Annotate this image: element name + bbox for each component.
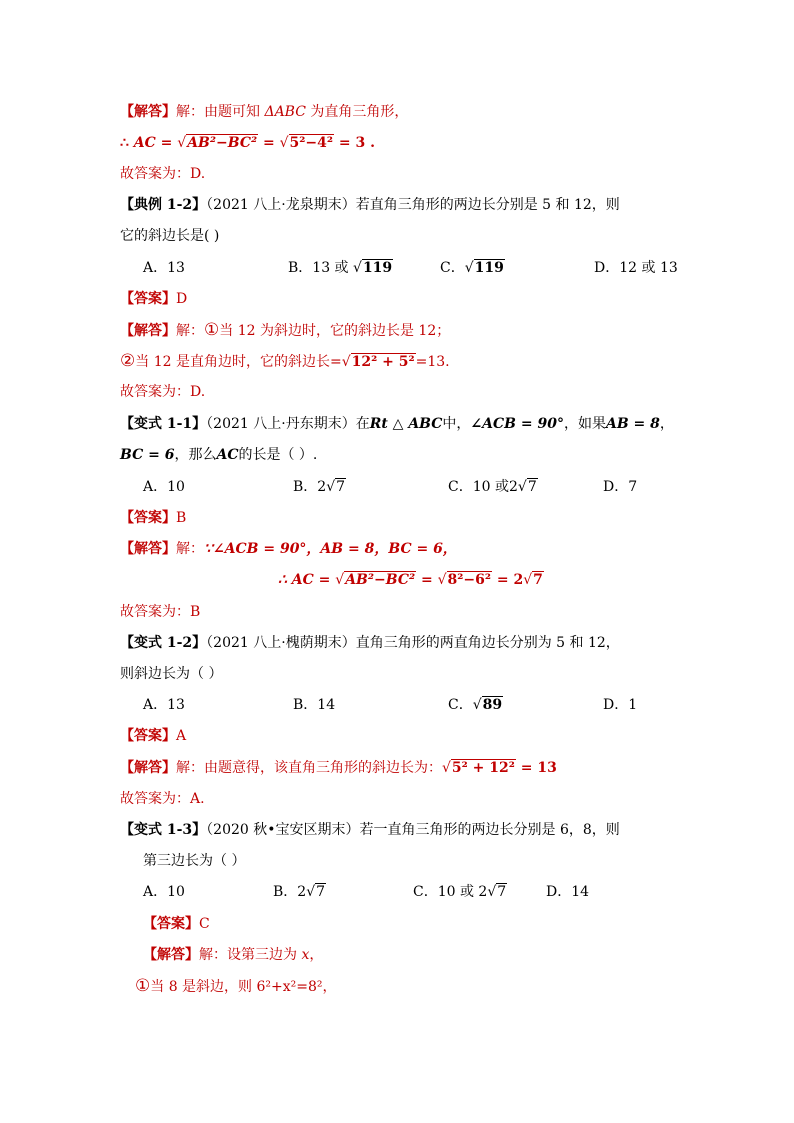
radicand: 7 bbox=[533, 572, 543, 588]
option-text: C．10 或 2 bbox=[413, 884, 488, 900]
therefore-symbol: ∴ bbox=[120, 135, 134, 151]
solution-text: ， bbox=[309, 947, 324, 963]
math-expression: Rt △ ABC bbox=[369, 416, 443, 432]
sqrt-expression: √7 bbox=[326, 479, 346, 495]
formula-line bbox=[120, 133, 375, 153]
solution-text: 当 12 是直角边时，它的斜边长= bbox=[135, 354, 342, 370]
solution-line bbox=[135, 976, 337, 997]
sqrt-expression: √7 bbox=[523, 572, 543, 588]
conclusion: 故答案为：B bbox=[120, 604, 201, 620]
question-tag: 【变式 1-1】 bbox=[120, 416, 207, 432]
radicand: 7 bbox=[316, 884, 326, 900]
question-text: 的长是（ ）. bbox=[238, 447, 318, 463]
sqrt-expression: √119 bbox=[464, 260, 504, 276]
option-b bbox=[288, 258, 393, 278]
question-text: ，那么 bbox=[174, 447, 217, 463]
conclusion: 故答案为：D. bbox=[120, 384, 206, 400]
radicand: AB²−BC² bbox=[345, 572, 416, 588]
solution-line bbox=[120, 320, 450, 341]
radicand: 12² + 5² bbox=[351, 354, 415, 370]
answer-tag: 【答案】 bbox=[120, 291, 176, 307]
answer-value: B bbox=[176, 510, 187, 526]
question-text: 若一直角三角形的两边长分别是 6，8，则 bbox=[359, 822, 620, 838]
answer-value: A bbox=[176, 728, 187, 744]
question-tag: 【变式 1-2】 bbox=[120, 635, 207, 651]
solution-tag: 【解答】 bbox=[120, 541, 176, 557]
question-line: 第三边长为（ ） bbox=[143, 853, 246, 869]
solution-text: 当 8 是斜边，则 6²+x²=8²， bbox=[150, 979, 337, 995]
math-expression: AC bbox=[216, 447, 239, 463]
sqrt-expression: √7 bbox=[487, 884, 507, 900]
question-text: 直角三角形的两直角边长分别为 5 和 12， bbox=[355, 635, 620, 651]
solution-text: 由题意得，该直角三角形的斜边长为： bbox=[204, 760, 442, 776]
option-b: B．14 bbox=[293, 697, 336, 713]
solution-text: 解： bbox=[176, 541, 204, 557]
radicand: 5² + 12² bbox=[451, 760, 515, 776]
radicand: 119 bbox=[474, 260, 504, 276]
math-expression: BC = 6 bbox=[120, 447, 175, 463]
formula-text: = bbox=[416, 572, 438, 588]
option-c bbox=[413, 882, 507, 902]
question-text: 中， bbox=[442, 416, 471, 432]
variable: x bbox=[301, 947, 310, 963]
question-line bbox=[120, 195, 620, 215]
conclusion: 故答案为：D. bbox=[120, 166, 206, 182]
question-text: ，如果 bbox=[563, 416, 606, 432]
solution-tag: 【解答】 bbox=[120, 323, 176, 339]
sqrt-expression: √119 bbox=[353, 260, 393, 276]
answer-tag: 【答案】 bbox=[120, 510, 176, 526]
radicand: 7 bbox=[497, 884, 507, 900]
question-tag: 【变式 1-3】 bbox=[120, 822, 207, 838]
option-text: C． bbox=[448, 697, 473, 713]
solution-text: 为直角三角形， bbox=[305, 104, 409, 120]
formula-text: = bbox=[258, 135, 280, 151]
answer-value: D bbox=[176, 291, 188, 307]
option-c bbox=[448, 695, 503, 715]
solution-line bbox=[120, 758, 557, 778]
question-source: （2021 八上·槐荫期末） bbox=[206, 635, 356, 651]
solution-text: 当 12 为斜边时，它的斜边长是 12； bbox=[219, 323, 451, 339]
radicand: 119 bbox=[362, 260, 393, 276]
option-text: C． bbox=[440, 260, 465, 276]
solution-line bbox=[120, 351, 450, 372]
formula-text: = 3 bbox=[334, 135, 366, 151]
question-line: 则斜边长为（ ） bbox=[120, 666, 223, 682]
option-d: D．1 bbox=[603, 697, 638, 713]
answer-tag: 【答案】 bbox=[143, 916, 199, 932]
question-text: ， bbox=[659, 416, 674, 432]
option-text: B．13 或 bbox=[288, 260, 354, 276]
question-line bbox=[120, 414, 674, 434]
solution-tag: 【解答】 bbox=[120, 760, 176, 776]
solution-text: 解： bbox=[176, 760, 204, 776]
sqrt-expression: √AB²−BC² bbox=[177, 135, 258, 151]
option-c bbox=[440, 258, 505, 278]
solution-line bbox=[120, 102, 408, 122]
answer-value: C bbox=[199, 916, 210, 932]
formula-line bbox=[278, 570, 544, 590]
triangle-name: ΔABC bbox=[264, 104, 306, 120]
solution-text: 解： bbox=[176, 323, 204, 339]
answer-line bbox=[120, 726, 186, 746]
radicand: AB²−BC² bbox=[187, 135, 258, 151]
answer-tag: 【答案】 bbox=[120, 728, 176, 744]
answer-line bbox=[120, 289, 187, 309]
radicand: 5²−4² bbox=[289, 135, 334, 151]
question-source: （2020 秋•宝安区期末） bbox=[206, 822, 360, 838]
formula-text: AC = bbox=[133, 135, 178, 151]
circled-two-icon: ② bbox=[120, 351, 136, 371]
answer-line bbox=[120, 508, 186, 528]
sqrt-expression: √7 bbox=[517, 479, 537, 495]
question-line bbox=[120, 820, 620, 840]
option-b bbox=[273, 882, 326, 902]
sqrt-expression: √5² + 12² bbox=[442, 760, 515, 776]
solution-text: 解：由题可知 bbox=[176, 104, 265, 120]
radicand: 8²−6² bbox=[447, 572, 492, 588]
question-line: 它的斜边长是( ) bbox=[120, 228, 220, 244]
option-a: A．10 bbox=[143, 884, 185, 900]
answer-line bbox=[143, 914, 210, 934]
option-d: D．14 bbox=[546, 884, 590, 900]
solution-line bbox=[143, 945, 323, 965]
question-line bbox=[120, 445, 317, 465]
circled-one-icon: ① bbox=[135, 976, 151, 996]
option-text: C．10 或2 bbox=[448, 479, 518, 495]
question-text: 在 bbox=[355, 416, 370, 432]
solution-text: 解： bbox=[199, 947, 227, 963]
radicand: 7 bbox=[527, 479, 537, 495]
option-c bbox=[448, 477, 538, 497]
solution-text: = 13 bbox=[515, 760, 557, 776]
question-text: 若直角三角形的两边长分别是 5 和 12，则 bbox=[355, 197, 620, 213]
sqrt-expression: √89 bbox=[472, 697, 503, 713]
sqrt-expression: √AB²−BC² bbox=[335, 572, 416, 588]
solution-line bbox=[120, 539, 457, 559]
question-tag: 【典例 1-2】 bbox=[120, 197, 207, 213]
option-d: D．12 或 13 bbox=[594, 260, 678, 276]
solution-text: 设第三边为 bbox=[227, 947, 302, 963]
sqrt-expression: √8²−6² bbox=[437, 572, 492, 588]
circled-one-icon: ① bbox=[204, 320, 220, 340]
option-text: B．2 bbox=[293, 479, 327, 495]
solution-text: =13. bbox=[415, 354, 450, 370]
math-expression: ∠ACB = 90° bbox=[470, 416, 564, 432]
conclusion: 故答案为：A. bbox=[120, 791, 205, 807]
option-text: B．2 bbox=[273, 884, 307, 900]
sqrt-expression: √7 bbox=[306, 884, 326, 900]
solution-tag: 【解答】 bbox=[120, 104, 176, 120]
question-source: （2021 八上·龙泉期末） bbox=[206, 197, 356, 213]
sqrt-expression: √12² + 5² bbox=[341, 354, 415, 370]
formula-text: . bbox=[365, 135, 375, 151]
question-line bbox=[120, 633, 620, 653]
math-expression: AB = 8 bbox=[605, 416, 660, 432]
formula-text: = 2 bbox=[492, 572, 524, 588]
radicand: 89 bbox=[482, 697, 503, 713]
option-a: A．10 bbox=[143, 479, 185, 495]
option-a: A．13 bbox=[143, 697, 185, 713]
question-source: （2021 八上·丹东期末） bbox=[206, 416, 356, 432]
option-d: D．7 bbox=[603, 479, 638, 495]
math-expression: ∵∠ACB = 90°，AB = 8，BC = 6， bbox=[204, 541, 457, 557]
solution-tag: 【解答】 bbox=[143, 947, 199, 963]
option-b bbox=[293, 477, 346, 497]
sqrt-expression: √5²−4² bbox=[279, 135, 334, 151]
radicand: 7 bbox=[336, 479, 346, 495]
formula-text: ∴ AC = bbox=[278, 572, 336, 588]
option-a: A．13 bbox=[143, 260, 185, 276]
